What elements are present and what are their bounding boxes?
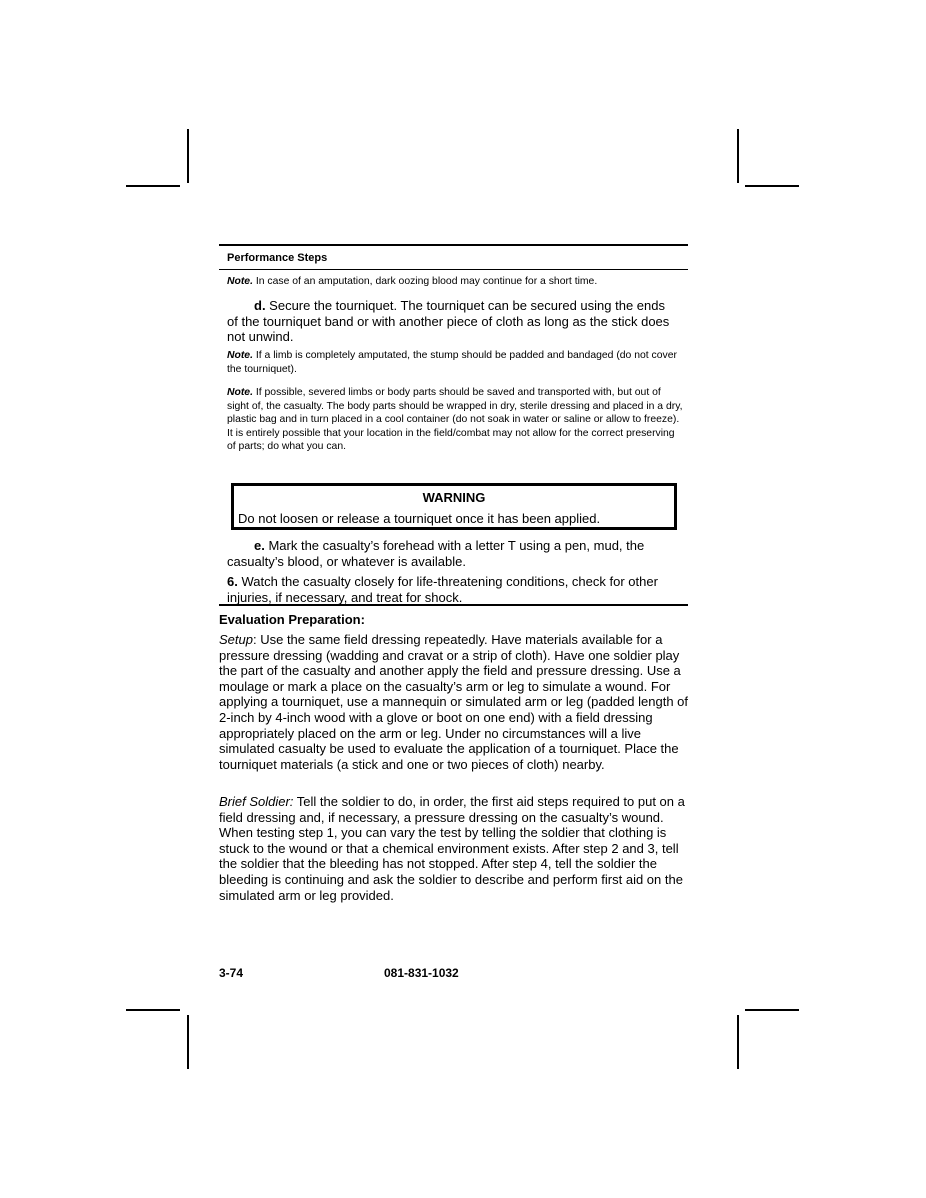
brief-soldier-label: Brief Soldier:	[219, 794, 294, 809]
document-number: 081-831-1032	[384, 966, 459, 980]
step-d	[227, 298, 677, 345]
warning-text: Do not loosen or release a tourniquet once it has been applied.	[238, 511, 601, 526]
heading-underline	[219, 269, 688, 270]
evaluation-preparation-heading: Evaluation Preparation:	[219, 612, 365, 627]
setup-paragraph	[219, 632, 689, 772]
step-text: Mark the casualty’s forehead with a letter T using a pen, mud, the casualty’s blood, or whatever is available.	[227, 538, 645, 569]
step-letter: e.	[254, 538, 265, 553]
section-divider-rule	[219, 604, 688, 606]
step-letter: d.	[254, 298, 266, 313]
note-amputation	[227, 275, 685, 289]
crop-mark-bottom-left-vertical	[187, 1015, 189, 1069]
setup-label: Setup	[219, 632, 253, 647]
note-label: Note.	[227, 350, 253, 361]
note-text: If a limb is completely amputated, the stump should be padded and bandaged (do not cover the tourniquet).	[227, 350, 677, 375]
setup-text: : Use the same field dressing repeatedly. Have materials available for a pressure dressing (wadding and cravat or a strip of cloth). Have one soldier play the part of the casualty and another apply the field and pressure dressing. Use a moulage or mark a place on the casualty’s arm or leg to simulate a wound. For applying a tourniquet, use a mannequin or simulated arm or leg (padded length of 2-inch by 4-inch wood with a glove or boot on one end) with a field dressing appropriately placed on the arm or leg. Under no circumstances will a live simulated casualty be used to evaluate the application of a tourniquet. Place the tourniquet materials (a stick and one or two pieces of cloth) nearby.	[219, 632, 689, 772]
step-text: Watch the casualty closely for life-threatening conditions, check for other injuries, if necessary, and treat for shock.	[227, 574, 658, 605]
note-limb-amputated	[227, 349, 685, 376]
step-number: 6.	[227, 574, 238, 589]
warning-box	[231, 483, 677, 530]
step-text: Secure the tourniquet. The tourniquet can be secured using the ends of the tourniquet band or with another piece of cloth as long as the stick does not unwind.	[227, 298, 670, 344]
performance-steps-heading: Performance Steps	[227, 252, 328, 264]
crop-mark-bottom-right-horizontal	[745, 1009, 799, 1011]
crop-mark-top-left-vertical	[187, 129, 189, 183]
crop-mark-top-right-horizontal	[745, 185, 799, 187]
crop-mark-bottom-left-horizontal	[126, 1009, 180, 1011]
crop-mark-bottom-right-vertical	[737, 1015, 739, 1069]
note-text: If possible, severed limbs or body parts should be saved and transported with, but out of sight of, the casualty. The body parts should be wrapped in dry, sterile dressing and placed in a dry, plastic bag and in turn placed in a cool container (do not soak in water or saline or allow to freeze). It is entirely possible that your location in the field/combat may not allow for the correct preserving of parts; do what you can.	[227, 387, 683, 453]
note-text: In case of an amputation, dark oozing blood may continue for a short time.	[252, 276, 598, 287]
warning-title: WARNING	[422, 490, 486, 505]
note-severed-limbs	[227, 386, 685, 454]
note-label: Note.	[227, 276, 253, 287]
crop-mark-top-right-vertical	[737, 129, 739, 183]
note-label: Note.	[227, 387, 253, 398]
brief-soldier-paragraph	[219, 794, 689, 903]
crop-mark-top-left-horizontal	[126, 185, 180, 187]
brief-soldier-text: Tell the soldier to do, in order, the first aid steps required to put on a field dressing and, if necessary, a pressure dressing on the casualty’s wound. When testing step 1, you can vary the test by telling the soldier that clothing is stuck to the wound or that a chemical environment exists. After step 2 and 3, tell the soldier that the bleeding has not stopped. After step 4, tell the soldier the bleeding is continuing and ask the soldier to describe and perform first aid on the simulated arm or leg provided.	[219, 794, 685, 903]
step-6	[227, 574, 677, 605]
page-number: 3-74	[219, 966, 244, 980]
step-e	[227, 538, 677, 569]
section-top-rule	[219, 244, 688, 246]
